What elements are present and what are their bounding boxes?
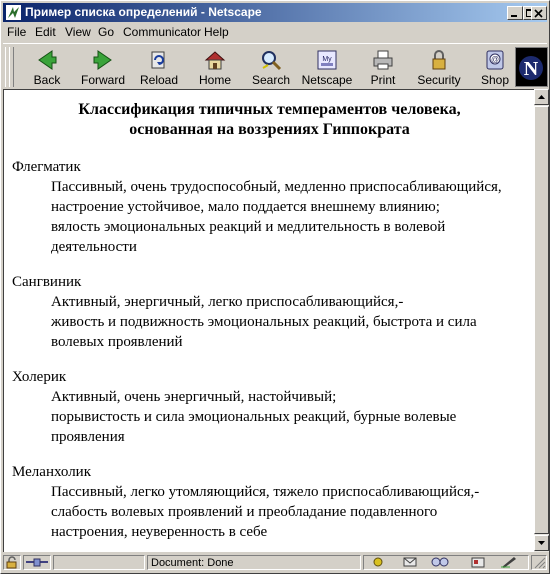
home-button[interactable] <box>187 46 243 88</box>
search-icon <box>258 48 284 72</box>
status-resize-grip[interactable] <box>531 555 547 570</box>
forward-button[interactable] <box>75 46 131 88</box>
logo-letter: N <box>523 58 539 80</box>
window-title: Пример списка определений - Netscape <box>25 5 262 19</box>
newsgroup-icon <box>432 558 448 566</box>
definition-line: Активный, очень энергичный, настойчивый; <box>51 389 337 405</box>
menu-view[interactable]: View <box>65 25 91 39</box>
definition-line: волевых проявлений <box>51 334 183 350</box>
netscape-throbber-logo[interactable] <box>515 47 548 87</box>
definition-line: настроение устойчивое, мало поддается внешнему влиянию; <box>51 199 440 215</box>
print-button[interactable] <box>355 46 411 88</box>
mail-icon <box>404 558 416 566</box>
back-arrow-icon <box>34 48 60 72</box>
vertical-scrollbar[interactable] <box>534 89 549 552</box>
composer-icon <box>501 557 516 568</box>
scrollbar-thumb[interactable] <box>534 106 549 534</box>
search-label: Search <box>251 73 291 87</box>
reload-button[interactable] <box>131 46 187 88</box>
scroll-down-arrow-icon <box>535 536 548 550</box>
definition-term: Холерик <box>12 369 67 385</box>
home-label: Home <box>198 73 231 87</box>
page-content[interactable] <box>3 89 535 552</box>
close-button[interactable] <box>531 6 547 20</box>
component-icons <box>364 556 528 569</box>
netscape-icon <box>314 48 340 72</box>
heading-line-1: Классификация типичных темпераментов человека, <box>78 101 461 118</box>
shop-icon <box>482 48 508 72</box>
minimize-button[interactable] <box>507 6 523 20</box>
address-book-icon <box>472 558 484 567</box>
connection-plug-icon <box>24 556 50 569</box>
page-heading <box>4 100 535 140</box>
menu-bar <box>3 23 547 41</box>
reload-icon <box>146 48 172 72</box>
reload-label: Reload <box>139 73 179 87</box>
menu-file[interactable]: File <box>7 25 27 39</box>
menu-edit[interactable]: Edit <box>35 25 56 39</box>
definition-line: деятельности <box>51 239 137 255</box>
minimize-icon <box>510 9 520 17</box>
definition-line: Пассивный, очень трудоспособный, медленно приспосабливающийся, <box>51 179 502 195</box>
status-progress-panel <box>53 555 145 570</box>
component-bar <box>363 555 529 570</box>
definition-line: живость и подвижность эмоциональных реакций, быстрота и сила <box>51 314 477 330</box>
definition-line: Активный, энергичный, легко приспосабливающийся,- <box>51 294 404 310</box>
home-icon <box>202 48 228 72</box>
forward-arrow-icon <box>90 48 116 72</box>
scroll-up-arrow-icon <box>535 90 548 104</box>
definition-line: порывистость и сила эмоциональных реакций, бурные волевые <box>51 409 457 425</box>
definition-line: настроения, неуверенность в себе <box>51 524 268 540</box>
status-text: Document: Done <box>151 557 234 569</box>
forward-label: Forward <box>80 73 125 87</box>
back-button[interactable] <box>19 46 75 88</box>
title-bar[interactable] <box>3 3 547 22</box>
netscape-button[interactable] <box>299 46 355 88</box>
netscape-app-icon <box>6 5 21 20</box>
security-button[interactable] <box>411 46 467 88</box>
search-button[interactable] <box>243 46 299 88</box>
definition-term: Меланхолик <box>12 464 91 480</box>
heading-line-2: основанная на воззрениях Гиппократа <box>129 121 410 138</box>
definition-line: проявления <box>51 429 125 445</box>
shop-label: Shop <box>480 73 510 87</box>
print-icon <box>370 48 396 72</box>
definition-line: Пассивный, легко утомляющийся, тяжело приспосабливающийся,- <box>51 484 480 500</box>
navigation-toolbar <box>3 43 547 91</box>
close-icon <box>534 9 544 18</box>
definition-line: слабость волевых проявлений и преобладание подавленного <box>51 504 438 520</box>
resize-grip-icon <box>532 556 546 569</box>
status-connection-panel[interactable] <box>23 555 51 570</box>
menu-go[interactable]: Go <box>98 25 115 39</box>
menu-help[interactable]: Help <box>204 25 229 39</box>
navigator-icon <box>374 558 382 566</box>
status-security-panel[interactable] <box>3 555 21 570</box>
definition-term: Флегматик <box>12 159 81 175</box>
status-bar <box>3 553 547 572</box>
scroll-down-button[interactable] <box>534 535 549 551</box>
print-label: Print <box>370 73 396 87</box>
svg-text:My: My <box>322 56 332 63</box>
back-label: Back <box>33 73 61 87</box>
definition-term: Сангвиник <box>12 274 82 290</box>
netscape-label: Netscape <box>301 73 353 87</box>
netscape-logo-icon <box>516 48 547 86</box>
svg-text:@: @ <box>490 55 500 64</box>
menu-communicator[interactable]: Communicator <box>123 25 202 39</box>
padlock-status-icon <box>4 556 20 569</box>
definition-line: вялость эмоциональных реакций и медлительность в волевой <box>51 219 446 235</box>
toolbar-grip-2[interactable] <box>9 47 14 87</box>
security-label: Security <box>417 73 461 87</box>
lock-icon <box>426 48 452 72</box>
scroll-up-button[interactable] <box>534 89 549 105</box>
